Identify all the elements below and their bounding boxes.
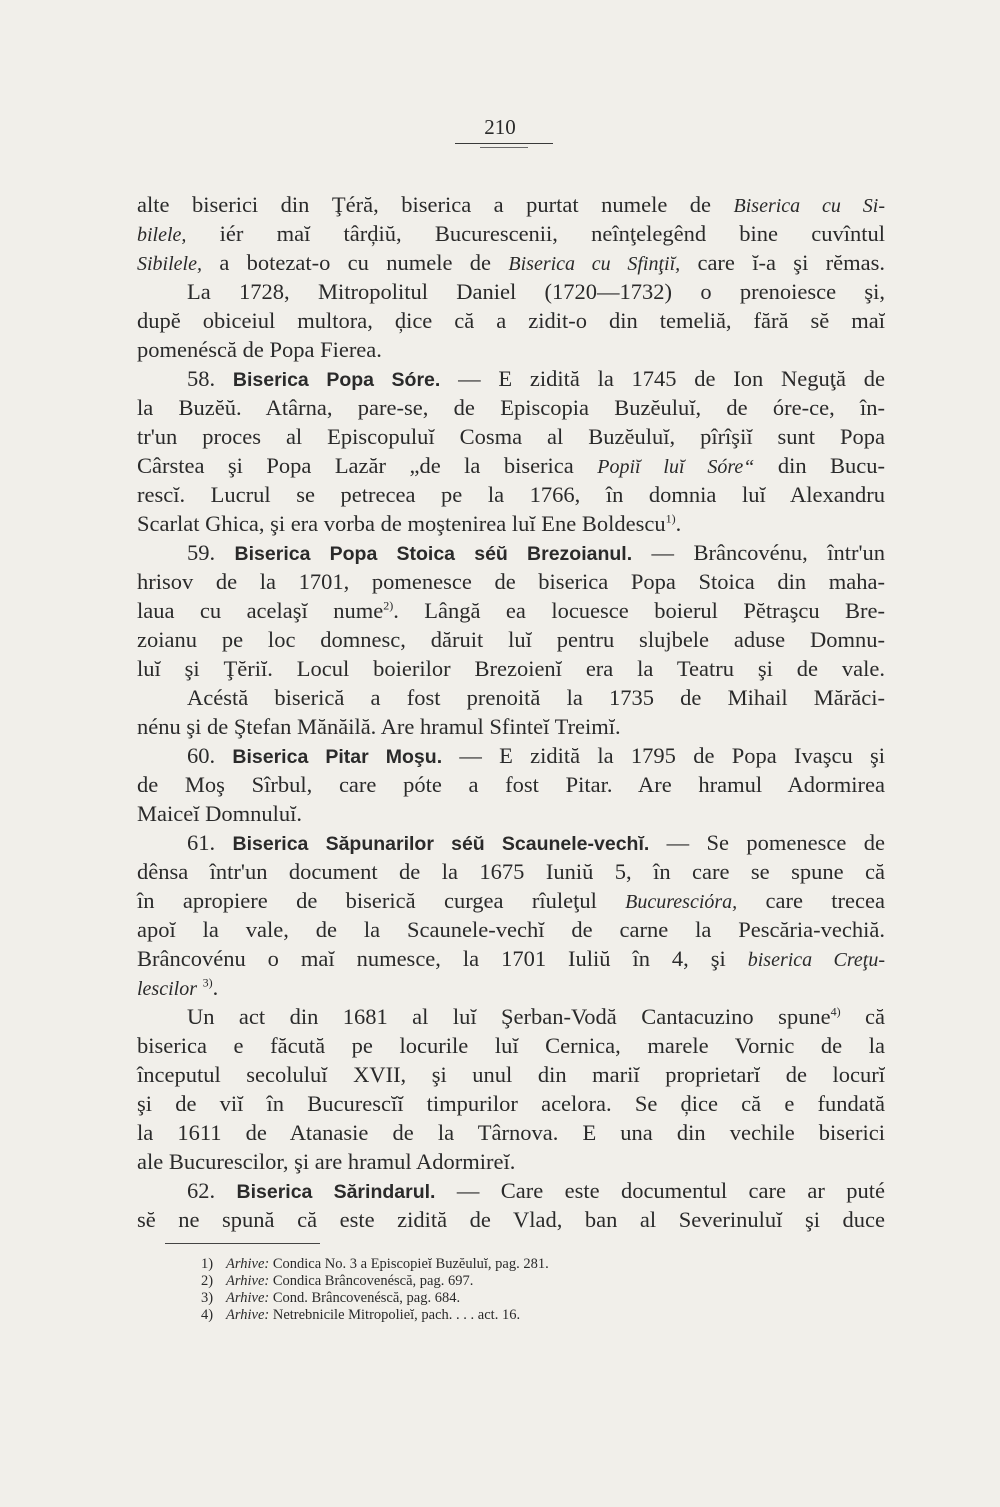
text-line (137, 219, 885, 248)
text-segment: Cârstea şi Popa Lazăr „de la biserica (137, 453, 598, 478)
text-segment: Scarlat Ghica, şi era vorba de moştenirea luĭ Ene Boldescu (137, 511, 666, 536)
footnote-number: 2) (201, 1273, 214, 1289)
text-segment: 58. (187, 366, 233, 391)
text-segment: 59. (187, 540, 235, 565)
church-heading: Biserica Săpunarilor séŭ Scaunele-vechĭ. (232, 833, 650, 855)
italic-text: Popiĭ luĭ Sóre“ (597, 456, 755, 478)
text-line (137, 248, 885, 277)
text-segment: laua cu acelaşĭ nume (137, 598, 384, 623)
footnote-text: Cond. Brâncovenéscă, pag. 684. (269, 1290, 461, 1306)
church-heading: Biserica Sărindarul. (236, 1181, 436, 1203)
italic-text: Sibilele, (137, 253, 202, 275)
text-line (137, 770, 885, 799)
text-segment: care ĭ-a şi rĕmas. (680, 250, 886, 275)
text-segment: iér maĭ târḑiŭ, Bucurescenii, neînţelegênd bine cuvîntul (186, 221, 885, 246)
text-segment: în apropiere de biserică curgea rîuleţul (137, 888, 626, 913)
footnote-source: Arhive: (226, 1256, 270, 1272)
text-segment: alte biserici din Ţéră, biserica a purtat numele de (137, 192, 734, 217)
text-line (137, 915, 885, 944)
footnote (201, 1273, 721, 1290)
text-line (137, 1176, 885, 1205)
text-line (137, 277, 885, 306)
footnote-source: Arhive: (226, 1307, 270, 1323)
body-text (137, 190, 885, 1234)
text-segment: rescĭ. Lucrul se petrecea pe la 1766, în domnia luĭ Alexandru (137, 482, 885, 507)
text-segment: dênsa într'un document de la 1675 Iuniŭ 5, în care se spune că (137, 859, 885, 884)
footnote-separator (165, 1243, 320, 1244)
text-segment: începutul secoluluĭ XVII, şi unul din mariĭ proprietarĭ de locurĭ (137, 1062, 885, 1087)
footnote-text: Condica Brâncovenéscă, pag. 697. (269, 1273, 474, 1289)
text-line (137, 538, 885, 567)
footnote-reference: 1) (665, 511, 676, 526)
text-segment: 62. (187, 1178, 237, 1203)
text-segment: nénu şi de Ştefan Mănăilă. Are hramul Sfinteĭ Treimĭ. (137, 714, 621, 739)
text-segment: pomenéscă de Popa Fierea. (137, 337, 382, 362)
text-segment: că (840, 1004, 885, 1029)
text-line (137, 857, 885, 886)
text-segment: . (212, 975, 219, 1000)
text-segment: — Se pomenesce de (649, 830, 885, 855)
text-segment: Acéstă biserică a fost prenoită la 1735 de Mihail Mărăci- (187, 685, 885, 710)
text-segment: şi de viĭ în Bucurescĭĭ timpurilor acelora. Se ḑice că e fundată (137, 1091, 885, 1116)
text-line (137, 1089, 885, 1118)
text-segment: Un act din 1681 al luĭ Şerban-Vodă Cantacuzino spune (187, 1004, 831, 1029)
italic-text: Biserica cu Si- (733, 195, 885, 217)
footnotes (201, 1256, 721, 1324)
footnote-reference: 3) (202, 975, 213, 990)
text-segment: de Moş Sîrbul, care póte a fost Pitar. Are hramul Adormirea (137, 772, 885, 797)
text-segment: — Care este documentul care ar puté (435, 1178, 886, 1203)
italic-text: lescilor (137, 978, 197, 1000)
text-line (137, 393, 885, 422)
footnote (201, 1307, 721, 1324)
italic-text: biserica Creţu- (747, 949, 885, 971)
footnote-reference: 4) (830, 1004, 841, 1019)
footnote-reference: 2) (383, 598, 394, 613)
text-segment: Maiceĭ Domnuluĭ. (137, 801, 302, 826)
page-number: 210 (484, 115, 516, 139)
text-segment: apoĭ la vale, de la Scaunele-vechĭ de carne la Pescăria-vechiă. (137, 917, 885, 942)
footnote-source: Arhive: (226, 1273, 270, 1289)
page-number-rule (455, 143, 553, 144)
text-segment: biserica e făcută pe locurile luĭ Cernica, marele Vornic de la (137, 1033, 885, 1058)
text-segment: 60. (187, 743, 233, 768)
text-line (137, 973, 885, 1002)
page-number-underline (480, 147, 528, 148)
text-line (137, 335, 885, 364)
footnote-number: 3) (201, 1290, 214, 1306)
text-segment: tr'un proces al Episcopuluĭ Cosma al Buzĕuluĭ, pîrîşiĭ sunt Popa (137, 424, 885, 449)
text-segment: hrisov de la 1701, pomenesce de biserica Popa Stoica din maha- (137, 569, 885, 594)
text-line (137, 1118, 885, 1147)
text-segment: . Lângă ea locuesce boierul Pĕtraşcu Bre- (393, 598, 885, 623)
text-line (137, 654, 885, 683)
text-line (137, 625, 885, 654)
text-line (137, 1031, 885, 1060)
footnote-text: Condica No. 3 a Episcopieĭ Buzĕuluĭ, pag. 281. (269, 1256, 549, 1272)
text-segment: 61. (187, 830, 233, 855)
italic-text: Biserica cu Sfinţiĭ, (508, 253, 681, 275)
text-line (137, 799, 885, 828)
text-segment: ale Bucurescilor, şi are hramul Adormireĭ. (137, 1149, 516, 1174)
text-segment: . (675, 511, 682, 536)
text-segment: dupĕ obiceiul multora, ḑice că a zidit-o din temeliă, fără sĕ maĭ (137, 308, 885, 333)
text-line (137, 596, 885, 625)
text-segment: — E zidită la 1795 de Popa Ivaşcu şi (442, 743, 885, 768)
footnote-text: Netrebnicile Mitropolieĭ, pach. . . . act. 16. (269, 1307, 521, 1323)
church-heading: Biserica Popa Stoica séŭ Brezoianul. (234, 543, 633, 565)
text-line (137, 741, 885, 770)
text-segment: — Brâncovénu, într'un (632, 540, 886, 565)
text-segment: zoianu pe loc domnesc, dăruit luĭ pentru slujbele aduse Domnu- (137, 627, 885, 652)
text-line (137, 1205, 885, 1234)
text-line (137, 190, 885, 219)
text-segment: luĭ şi Ţĕriĭ. Locul boierilor Brezoienĭ era la Teatru şi de vale. (137, 656, 885, 681)
text-segment: care trecea (737, 888, 885, 913)
text-line (137, 509, 885, 538)
text-line (137, 306, 885, 335)
text-segment: sĕ ne spună că este zidită de Vlad, ban al Severinuluĭ şi duce (137, 1207, 885, 1232)
church-heading: Biserica Popa Sóre. (232, 369, 441, 391)
text-segment: La 1728, Mitropolitul Daniel (1720—1732) o prenoiesce şi, (187, 279, 885, 304)
text-segment: la Buzĕŭ. Atârna, pare-se, de Episcopia Buzĕuluĭ, de óre-ce, în- (137, 395, 885, 420)
text-segment: Brâncovénu o maĭ numesce, la 1701 Iuliŭ în 4, şi (137, 946, 748, 971)
text-segment: a botezat-o cu numele de (201, 250, 509, 275)
footnote-source: Arhive: (226, 1290, 270, 1306)
italic-text: bilele, (137, 224, 187, 246)
text-line (137, 567, 885, 596)
text-line (137, 683, 885, 712)
church-heading: Biserica Pitar Moşu. (232, 746, 443, 768)
text-segment: la 1611 de Atanasie de la Târnova. E una din vechile biserici (137, 1120, 885, 1145)
text-segment: din Bucu- (754, 453, 886, 478)
footnote (201, 1290, 721, 1307)
text-line (137, 712, 885, 741)
footnote (201, 1256, 721, 1273)
text-line (137, 886, 885, 915)
text-line (137, 828, 885, 857)
text-line (137, 944, 885, 973)
text-line (137, 480, 885, 509)
text-line (137, 1002, 885, 1031)
text-line (137, 422, 885, 451)
text-line (137, 1147, 885, 1176)
text-line (137, 1060, 885, 1089)
text-line (137, 451, 885, 480)
text-line (137, 364, 885, 393)
footnote-number: 1) (201, 1256, 214, 1272)
text-segment: — E zidită la 1745 de Ion Neguţă de (440, 366, 886, 391)
footnote-number: 4) (201, 1307, 214, 1323)
italic-text: Bucuresciόra, (625, 891, 738, 913)
